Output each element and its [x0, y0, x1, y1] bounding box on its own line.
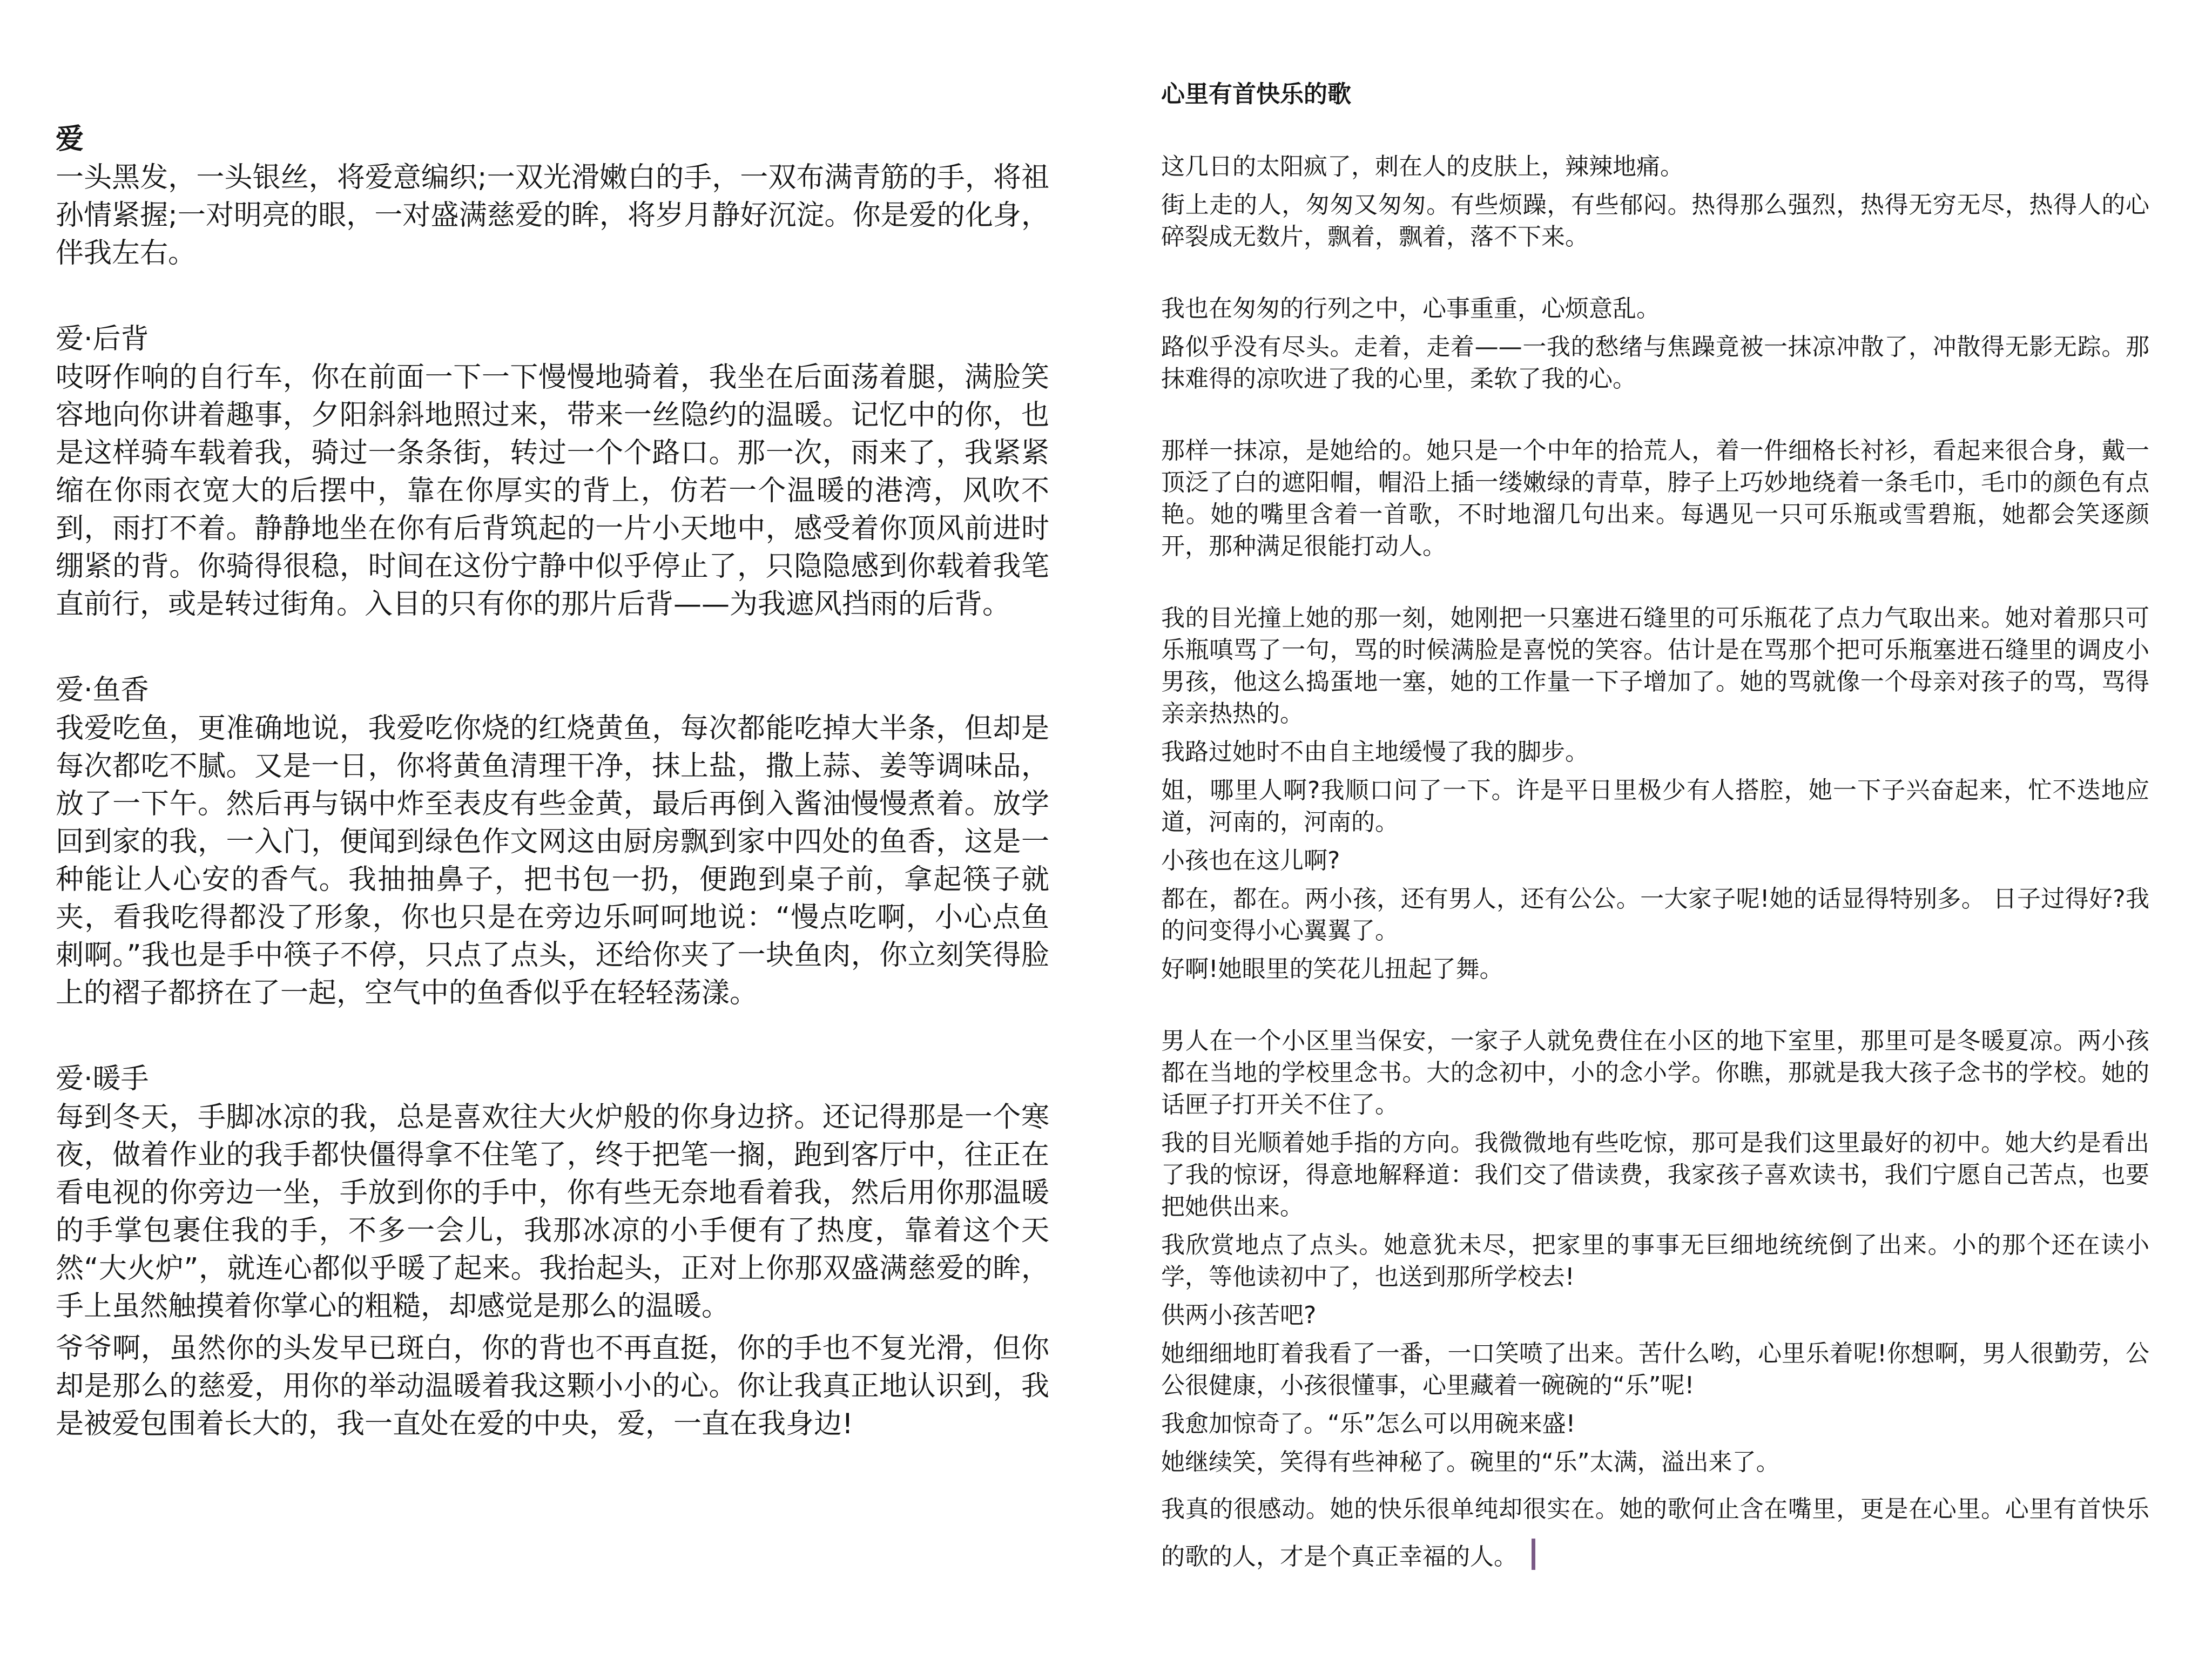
right-column [1161, 78, 2149, 1581]
paragraph: 我的目光顺着她手指的方向。我微微地有些吃惊，那可是我们这里最好的初中。她大约是看出了我的惊讶，得意地解释道：我们交了借读费，我家孩子喜欢读书，我们宁愿自己苦点，也要把她供出来。 [1161, 1129, 2149, 1220]
song-essay-title: 心里有首快乐的歌 [1161, 80, 1351, 108]
paragraph: 都在，都在。两小孩，还有男人，还有公公。一大家子呢!她的话显得特别多。 日子过得好?我的问变得小心翼翼了。 [1161, 885, 2149, 945]
final-paragraph-text: 我真的很感动。她的快乐很单纯却很实在。她的歌何止含在嘴里，更是在心里。心里有首快乐的歌的人，才是个真正幸福的人。 [1161, 1495, 2149, 1570]
section-back-paragraph: 吱呀作响的自行车，你在前面一下一下慢慢地骑着，我坐在后面荡着腿，满脸笑容地向你讲着趣事，夕阳斜斜地照过来，带来一丝隐约的温暖。记忆中的你，也是这样骑车载着我，骑过一条条街，转过一个个路口。那一次，雨来了，我紧紧缩在你雨衣宽大的后摆中，靠在你厚实的背上，仿若一个温暖的港湾，风吹不到，雨打不着。静静地坐在你有后背筑起的一片小天地中，感受着你顶风前进时绷紧的背。你骑得很稳，时间在这份宁静中似乎停止了，只隐隐感到你载着我笔直前行，或是转过街角。入目的只有你的那片后背——为我遮风挡雨的后背。 [56, 361, 1049, 621]
section-heading-fish: 爱·鱼香 [56, 674, 149, 706]
final-paragraph [1161, 1486, 2149, 1581]
section-heading-back: 爱·后背 [56, 323, 149, 355]
section-fish-paragraph: 我爱吃鱼，更准确地说，我爱吃你烧的红烧黄鱼，每次都能吃掉大半条，但却是每次都吃不腻。又是一日，你将黄鱼清理干净，抹上盐，撒上蒜、姜等调味品，放了一下午。然后再与锅中炸至表皮有些金黄，最后再倒入酱油慢慢煮着。放学回到家的我，一入门，便闻到绿色作文网这由厨房飘到家中四处的鱼香，这是一种能让人心安的香气。我抽抽鼻子，把书包一扔，便跑到桌子前，拿起筷子就夹，看我吃得都没了形象，你也只是在旁边乐呵呵地说：“慢点吃啊，小心点鱼刺啊。”我也是手中筷子不停，只点了点头，还给你夹了一块鱼肉，你立刻笑得脸上的褶子都挤在了一起，空气中的鱼香似乎在轻轻荡漾。 [56, 712, 1049, 1009]
paragraph: 我路过她时不由自主地缓慢了我的脚步。 [1161, 738, 1589, 766]
paragraph: 那样一抹凉，是她给的。她只是一个中年的拾荒人，着一件细格长衬衫，看起来很合身，戴一顶泛了白的遮阳帽，帽沿上插一缕嫩绿的青草，脖子上巧妙地绕着一条毛巾，毛巾的颜色有点艳。她的嘴里含着一首歌，不时地溜几句出来。每遇见一只可乐瓶或雪碧瓶，她都会笑逐颜开，那种满足很能打动人。 [1161, 437, 2149, 560]
paragraph: 我的目光撞上她的那一刻，她刚把一只塞进石缝里的可乐瓶花了点力气取出来。她对着那只可乐瓶嗔骂了一句，骂的时候满脸是喜悦的笑容。估计是在骂那个把可乐瓶塞进石缝里的调皮小男孩，他这么捣蛋地一塞，她的工作量一下子增加了。她的骂就像一个母亲对孩子的骂，骂得亲亲热热的。 [1161, 604, 2149, 727]
paragraph: 我欣赏地点了点头。她意犹未尽，把家里的事事无巨细地统统倒了出来。小的那个还在读小学，等他读初中了，也送到那所学校去! [1161, 1231, 2149, 1291]
paragraph: 男人在一个小区里当保安，一家子人就免费住在小区的地下室里，那里可是冬暖夏凉。两小孩都在当地的学校里念书。大的念初中，小的念小学。你瞧，那就是我大孩子念书的学校。她的话匣子打开关不住了。 [1161, 1027, 2149, 1118]
paragraph: 她继续笑，笑得有些神秘了。碗里的“乐”太满，溢出来了。 [1161, 1448, 1780, 1476]
paragraph: 她细细地盯着我看了一番，一口笑喷了出来。苦什么哟，心里乐着呢!你想啊，男人很勤劳，公公很健康，小孩很懂事，心里藏着一碗碗的“乐”呢! [1161, 1340, 2149, 1399]
section-hands-paragraph-1: 每到冬天，手脚冰凉的我，总是喜欢往大火炉般的你身边挤。还记得那是一个寒夜，做着作业的我手都快僵得拿不住笔了，终于把笔一搁，跑到客厅中，往正在看电视的你旁边一坐，手放到你的手中，你有些无奈地看着我，然后用你那温暖的手掌包裹住我的手，不多一会儿，我那冰凉的小手便有了热度，靠着这个天然“大火炉”，就连心都似乎暖了起来。我抬起头，正对上你那双盛满慈爱的眸，手上虽然触摸着你掌心的粗糙，却感觉是那么的温暖。 [56, 1101, 1049, 1323]
section-heading-hands: 爱·暖手 [56, 1063, 149, 1095]
paragraph: 这几日的太阳疯了，刺在人的皮肤上，辣辣地痛。 [1161, 153, 1684, 180]
paragraph: 小孩也在这儿啊? [1161, 847, 1340, 874]
text-cursor[interactable] [1532, 1539, 1535, 1570]
paragraph: 姐，哪里人啊?我顺口问了一下。许是平日里极少有人搭腔，她一下子兴奋起来，忙不迭地应道，河南的，河南的。 [1161, 777, 2149, 836]
essay-title: 爱 [56, 123, 84, 156]
paragraph: 路似乎没有尽头。走着，走着——一我的愁绪与焦躁竟被一抹凉冲散了，冲散得无影无踪。那抹难得的凉吹进了我的心里，柔软了我的心。 [1161, 333, 2149, 393]
paragraph: 好啊!她眼里的笑花儿扭起了舞。 [1161, 955, 1503, 983]
paragraph: 街上走的人，匆匆又匆匆。有些烦躁，有些郁闷。热得那么强烈，热得无穷无尽，热得人的心碎裂成无数片，飘着，飘着，落不下来。 [1161, 191, 2149, 251]
intro-paragraph: 一头黑发，一头银丝，将爱意编织;一双光滑嫩白的手，一双布满青筋的手，将祖孙情紧握;一对明亮的眼，一对盛满慈爱的眸，将岁月静好沉淀。你是爱的化身，伴我左右。 [56, 161, 1049, 269]
paragraph: 供两小孩苦吧? [1161, 1301, 1317, 1329]
paragraph: 我也在匆匆的行列之中，心事重重，心烦意乱。 [1161, 295, 1660, 322]
left-column [56, 120, 1049, 1443]
paragraph: 我愈加惊奇了。“乐”怎么可以用碗来盛! [1161, 1410, 1576, 1438]
section-hands-paragraph-2: 爷爷啊，虽然你的头发早已斑白，你的背也不再直挺，你的手也不复光滑，但你却是那么的慈爱，用你的举动温暖着我这颗小小的心。你让我真正地认识到，我是被爱包围着长大的，我一直处在爱的中央，爱，一直在我身边! [56, 1332, 1049, 1440]
